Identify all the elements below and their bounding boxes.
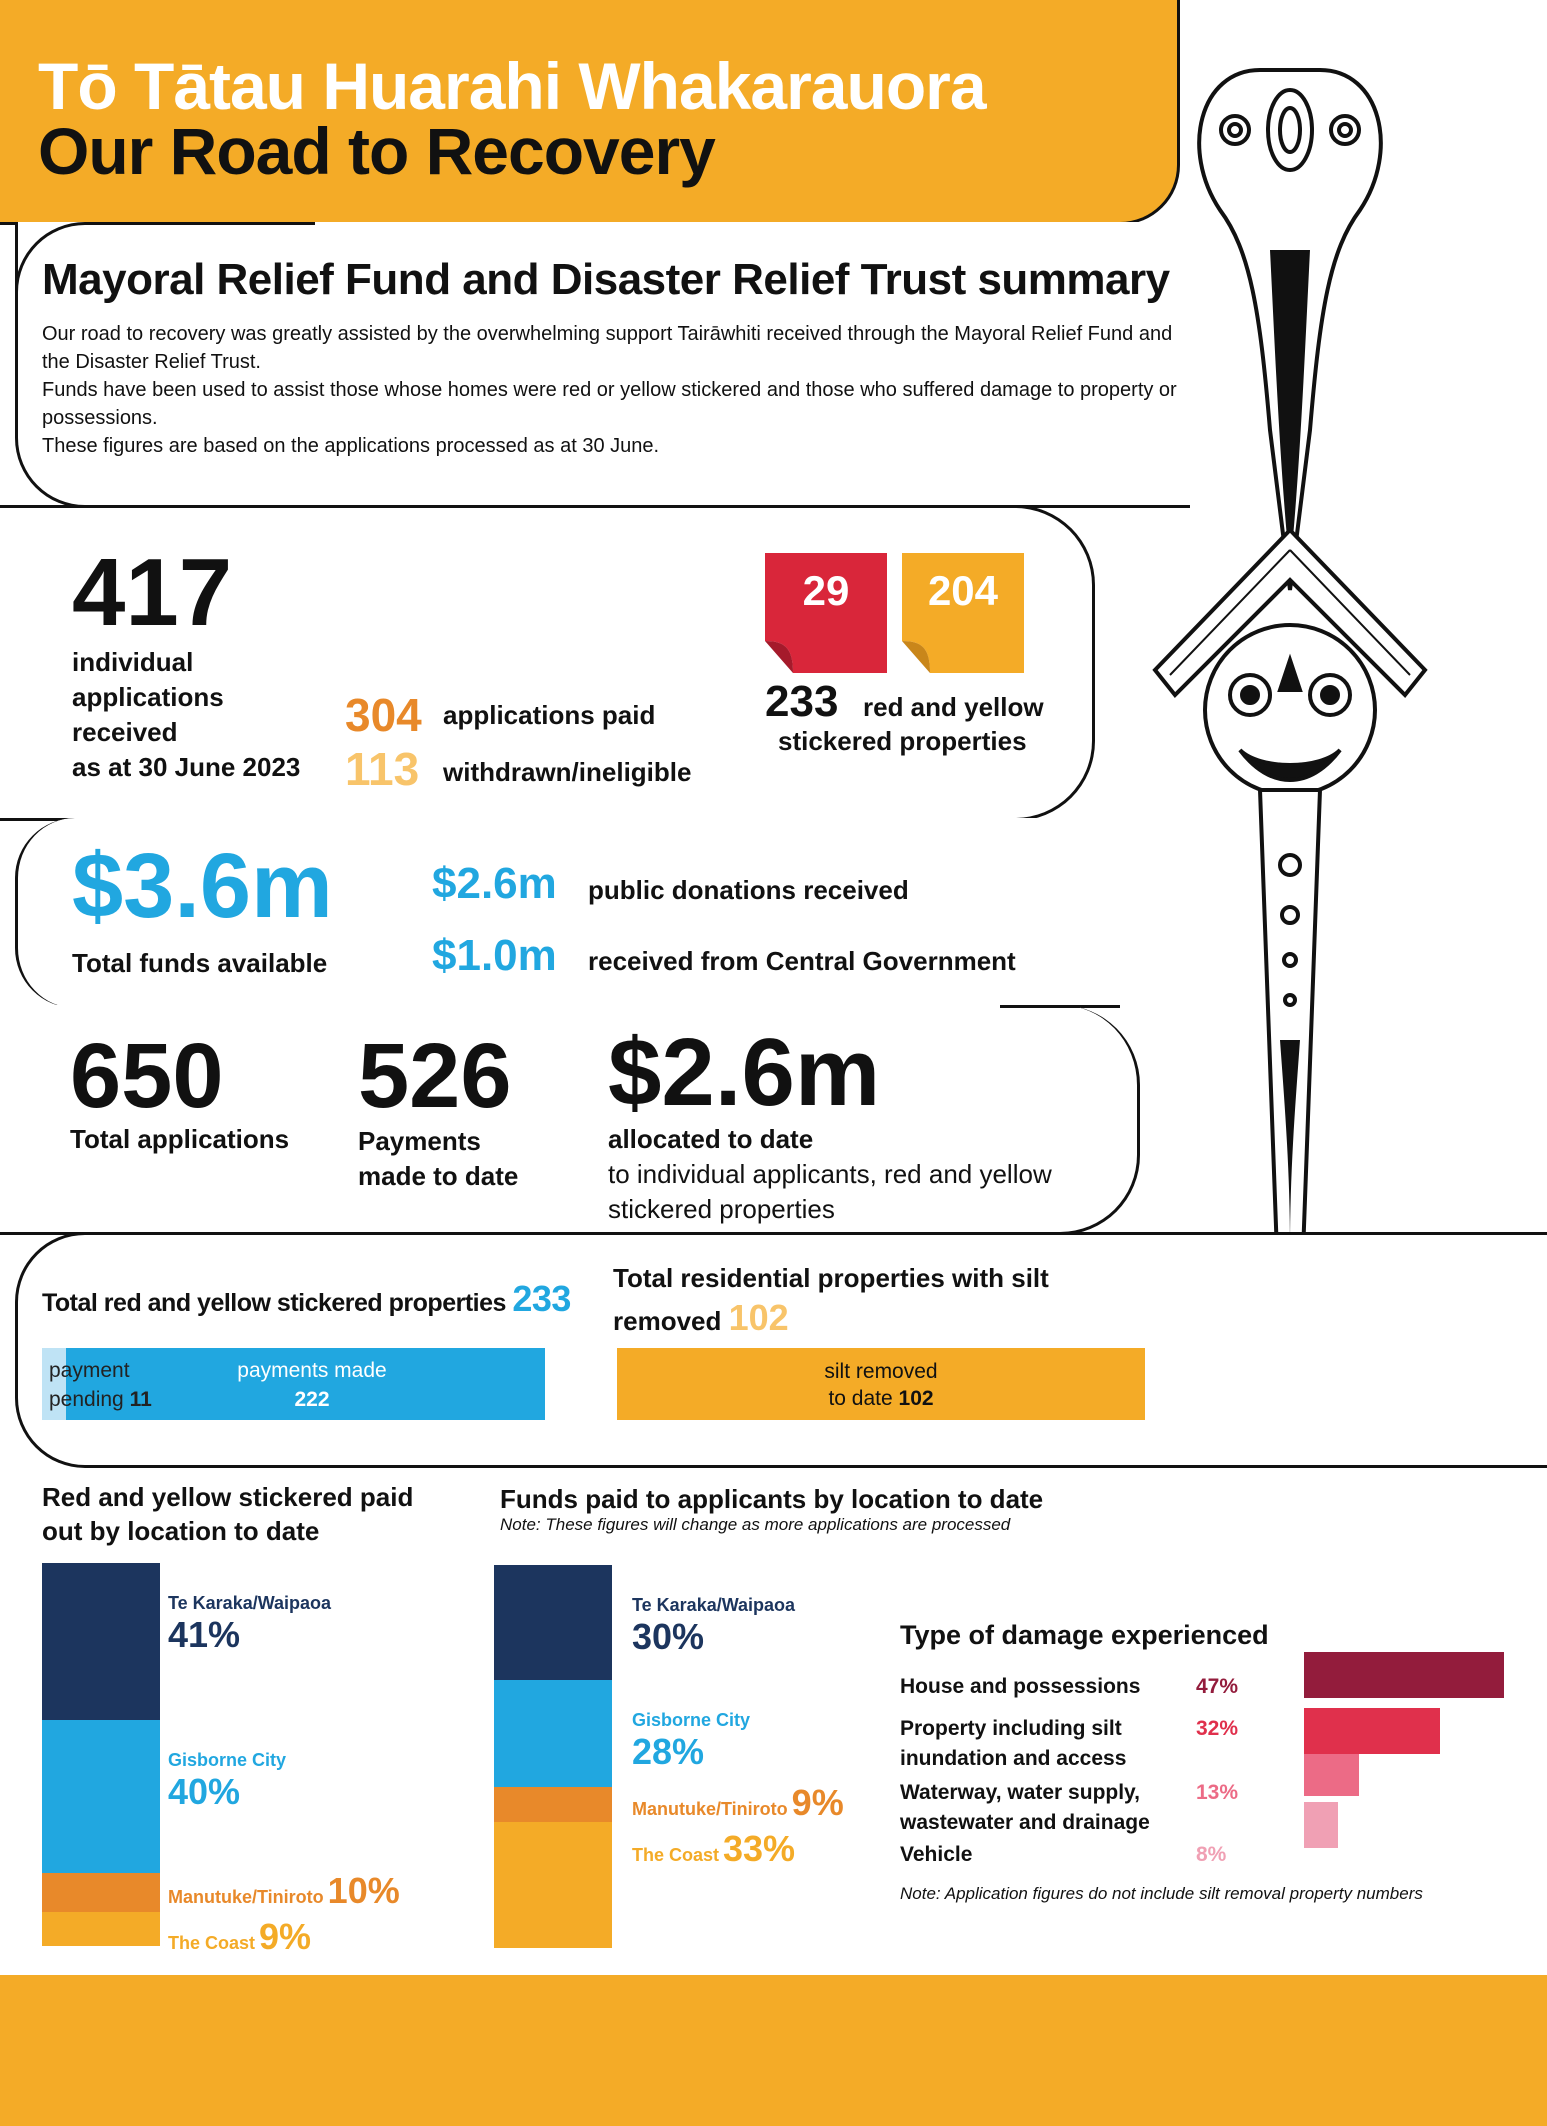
chart3-area: [900, 1652, 1510, 1872]
chart2-title-text: Funds paid to applicants by location to date: [500, 1484, 1044, 1514]
footer-band: [0, 1975, 1547, 2126]
funds-total: $3.6m: [72, 835, 333, 937]
stickered-total: 233: [765, 677, 839, 726]
red-sticker-count: 29: [802, 567, 850, 614]
stickered-label-2: stickered properties: [778, 726, 1027, 756]
donations-label: public donations received: [588, 875, 909, 905]
damage-percent: 8%: [1196, 1843, 1227, 1866]
applications-total: 417: [72, 539, 233, 646]
donations-value: $2.6m: [432, 859, 557, 908]
damage-bar: [1304, 1754, 1359, 1796]
summary-heading: Mayoral Relief Fund and Disaster Relief Trust summary: [42, 255, 1170, 304]
chart2-note: Note: These figures will change as more applications are processed: [500, 1515, 1011, 1534]
damage-percent: 13%: [1196, 1781, 1239, 1804]
chart2-stack: [494, 1565, 612, 1948]
chart1-segment-gisborne-city: [42, 1720, 160, 1873]
govt-value: $1.0m: [432, 931, 557, 980]
pending-label: payment pending 11: [49, 1359, 152, 1411]
applications-paid-value: 304: [345, 689, 422, 741]
applications-withdrawn-value: 113: [345, 743, 420, 795]
chart2-label: The Coast 33%: [632, 1828, 796, 1870]
payments-526: 526: [358, 1025, 512, 1127]
title-maori: Tō Tātau Huarahi Whakarauora: [38, 49, 986, 123]
payments-label: Payments made to date: [358, 1126, 519, 1191]
progress-stickered-total: 233: [512, 1278, 571, 1319]
chart2-title: [500, 1484, 1043, 1535]
damage-percent: 47%: [1196, 1675, 1239, 1698]
totals-panel-top-line: [1000, 1005, 1080, 1008]
chart2-labels: [632, 1565, 892, 1965]
stickered-label-1: red and yellow: [863, 692, 1044, 722]
applications-650-label: Total applications: [70, 1124, 290, 1154]
damage-label: Waterway, water supply, wastewater and drainage: [900, 1781, 1150, 1834]
damage-bar: [1304, 1708, 1440, 1754]
summary-paragraph: These figures are based on the applications processed as at 30 June.: [42, 435, 660, 457]
applications-total-label: individual applications received as at 30 June 2023: [72, 647, 301, 782]
chart1-label: Manutuke/Tiniroto 10%: [168, 1870, 400, 1912]
chart1-labels: [168, 1563, 448, 1963]
allocated-label: allocated to date to individual applicants, red and yellow stickered properties: [608, 1124, 1052, 1224]
title-english: Our Road to Recovery: [38, 114, 715, 188]
chart2-label: Gisborne City 28%: [632, 1709, 751, 1772]
silt-total: 102: [728, 1297, 789, 1338]
funds-total-label: Total funds available: [72, 948, 328, 978]
chart2-label: Manutuke/Tiniroto 9%: [632, 1782, 844, 1824]
chart1-label: Te Karaka/Waipaoa 41%: [168, 1593, 332, 1655]
yellow-sticker-count: 204: [927, 567, 999, 614]
applications-paid-label: applications paid: [443, 700, 656, 730]
allocated-value: $2.6m: [608, 1019, 881, 1126]
chart2-segment-manutuke-tiniroto: [494, 1787, 612, 1821]
govt-label: received from Central Government: [588, 946, 1016, 976]
chart1-title: Red and yellow stickered paid out by location to date: [42, 1482, 414, 1546]
summary-paragraph: Funds have been used to assist those whose homes were red or yellow stickered and those who suffered damage to property or possessions.: [42, 379, 1177, 429]
damage-label: Vehicle: [900, 1843, 973, 1866]
damage-bar: [1304, 1802, 1338, 1848]
pending-value: 11: [129, 1388, 152, 1411]
chart2-segment-gisborne-city: [494, 1680, 612, 1787]
applications-650: 650: [70, 1025, 224, 1127]
chart2-segment-the-coast: [494, 1822, 612, 1948]
progress-stickered-heading: Total red and yellow stickered properties 233: [42, 1278, 571, 1319]
damage-bar: [1304, 1652, 1504, 1698]
chart1-segment-the-coast: [42, 1912, 160, 1946]
chart2-label: Te Karaka/Waipaoa 30%: [632, 1595, 796, 1657]
made-label: payments made 222: [237, 1359, 387, 1411]
silt-heading: Total residential properties with silt removed 102: [613, 1263, 1049, 1338]
silt-progress-bar: silt removed to date 102: [617, 1348, 1145, 1420]
summary-paragraph: Our road to recovery was greatly assisted by the overwhelming support Tairāwhiti received through the Mayoral Relief Fund and the Disaster Relief Trust.: [42, 323, 1173, 373]
damage-label: Property including silt inundation and access: [900, 1717, 1127, 1770]
chart1-stack: [42, 1563, 160, 1946]
chart1-label: The Coast 9%: [168, 1916, 312, 1958]
damage-percent: 32%: [1196, 1717, 1239, 1740]
payments-progress-bar: [42, 1348, 545, 1420]
applications-withdrawn-label: withdrawn/ineligible: [443, 757, 692, 787]
chart1-label: Gisborne City 40%: [168, 1750, 287, 1813]
chart1-segment-manutuke-tiniroto: [42, 1873, 160, 1911]
damage-label: House and possessions: [900, 1675, 1141, 1698]
chart2-segment-te-karaka-waipaoa: [494, 1565, 612, 1680]
chart3-title: Type of damage experienced: [900, 1620, 1269, 1650]
chart3-note: Note: Application figures do not include silt removal property numbers: [900, 1884, 1423, 1903]
chart1-segment-te-karaka-waipaoa: [42, 1563, 160, 1720]
summary-intro: [42, 320, 1182, 460]
taiaha-face: [1205, 625, 1375, 795]
